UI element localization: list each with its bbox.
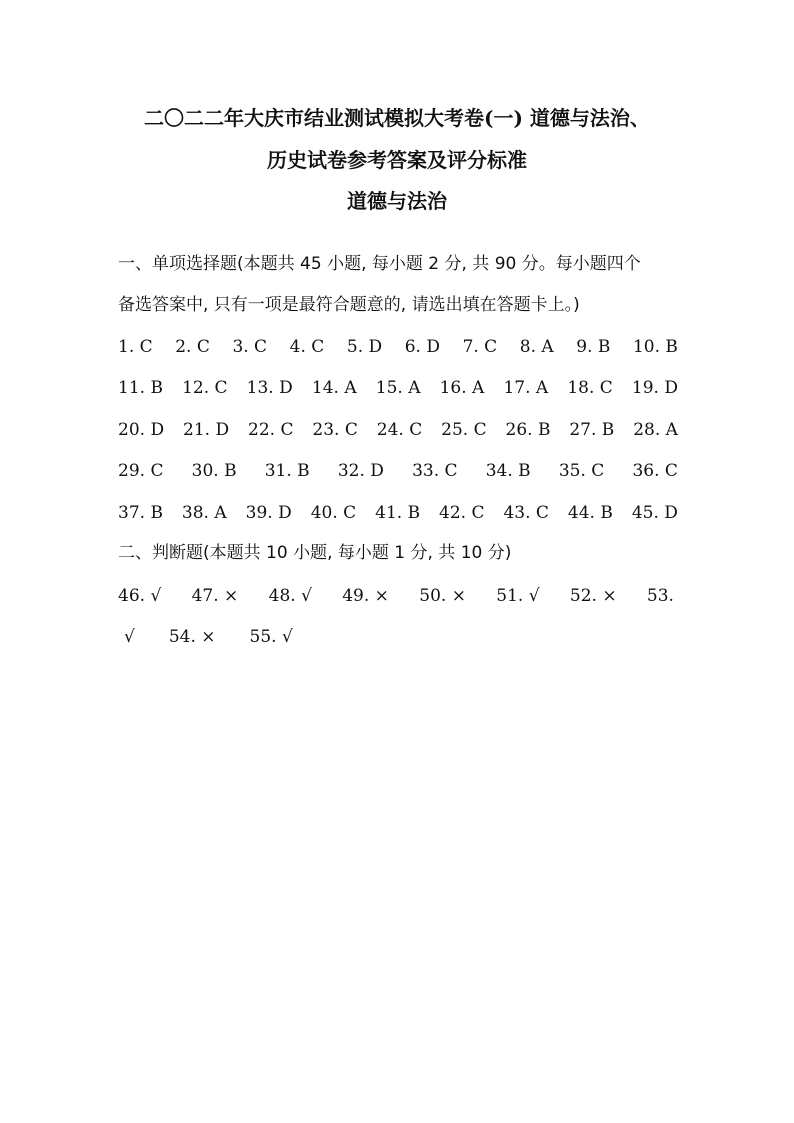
answer-item: 1. C bbox=[118, 337, 153, 357]
judgment-item: 48. √ bbox=[268, 586, 312, 606]
choice-answers-row-5 bbox=[118, 500, 678, 526]
answer-item: 13. D bbox=[246, 378, 293, 398]
answer-item: 16. A bbox=[439, 378, 485, 398]
choice-answers-row-1 bbox=[118, 334, 678, 360]
answer-item: 29. C bbox=[118, 461, 164, 481]
section1-heading-line1: 一、单项选择题(本题共 45 小题, 每小题 2 分, 共 90 分。每小题四个 bbox=[118, 254, 641, 274]
answer-item: 11. B bbox=[118, 378, 163, 398]
answer-item: 45. D bbox=[631, 503, 678, 523]
answer-item: 6. D bbox=[404, 337, 440, 357]
answer-item: 7. C bbox=[462, 337, 498, 357]
answer-item: 22. C bbox=[248, 420, 294, 440]
answer-item: 18. C bbox=[567, 378, 613, 398]
answer-item: 4. C bbox=[289, 337, 325, 357]
answer-item: 28. A bbox=[633, 420, 678, 440]
answer-item: 32. D bbox=[337, 461, 384, 481]
answer-item: 42. C bbox=[439, 503, 485, 523]
document-title-line2: 历史试卷参考答案及评分标准 bbox=[267, 148, 527, 172]
answer-item: 5. D bbox=[346, 337, 383, 357]
judgment-item: 49. × bbox=[342, 586, 389, 606]
answer-item: 10. B bbox=[632, 337, 678, 357]
answer-item: 25. C bbox=[441, 420, 487, 440]
judgment-item: 51. √ bbox=[496, 586, 540, 606]
answer-item: 19. D bbox=[631, 378, 678, 398]
answer-item: 40. C bbox=[310, 503, 357, 523]
answer-item: 37. B bbox=[118, 503, 163, 523]
answer-item: 43. C bbox=[503, 503, 549, 523]
judgment-item: 55. √ bbox=[249, 627, 293, 647]
answer-item: 34. B bbox=[485, 461, 531, 481]
answer-item: 35. C bbox=[558, 461, 605, 481]
answer-item: 38. A bbox=[181, 503, 227, 523]
answer-item: 44. B bbox=[567, 503, 613, 523]
answer-item: 23. C bbox=[312, 420, 358, 440]
answer-item: 41. B bbox=[375, 503, 421, 523]
answer-item: 15. A bbox=[375, 378, 421, 398]
answer-item: 8. A bbox=[519, 337, 554, 357]
answer-item: 30. B bbox=[191, 461, 237, 481]
answer-item: 26. B bbox=[505, 420, 551, 440]
answer-item: 2. C bbox=[175, 337, 210, 357]
document-title-line1: 二〇二二年大庆市结业测试模拟大考卷(一) 道德与法治、 bbox=[144, 106, 650, 130]
answer-item: 3. C bbox=[232, 337, 268, 357]
answer-item: 14. A bbox=[311, 378, 357, 398]
judgment-item: 50. × bbox=[419, 586, 466, 606]
choice-answers-row-2 bbox=[118, 375, 678, 401]
judgment-item: 46. √ bbox=[118, 586, 162, 606]
judgment-item: 53. bbox=[646, 586, 674, 606]
answer-item: 12. C bbox=[182, 378, 228, 398]
judgment-item: √ bbox=[124, 627, 135, 647]
answer-item: 27. B bbox=[569, 420, 615, 440]
judgment-answers-row-1 bbox=[118, 583, 674, 609]
answer-item: 21. D bbox=[183, 420, 230, 440]
choice-answers-row-4 bbox=[118, 458, 678, 484]
judgment-item: 52. × bbox=[569, 586, 617, 606]
answer-item: 39. D bbox=[245, 503, 292, 523]
judgment-item: 54. × bbox=[168, 627, 216, 647]
answer-item: 17. A bbox=[503, 378, 549, 398]
answer-item: 36. C bbox=[632, 461, 678, 481]
judgment-answers-row-2 bbox=[124, 624, 293, 650]
answer-item: 9. B bbox=[576, 337, 611, 357]
answer-item: 24. C bbox=[376, 420, 423, 440]
answer-item: 20. D bbox=[118, 420, 165, 440]
choice-answers-row-3 bbox=[118, 417, 678, 443]
section1-heading-line2: 备选答案中, 只有一项是最符合题意的, 请选出填在答题卡上。) bbox=[118, 295, 580, 315]
judgment-item: 47. × bbox=[191, 586, 239, 606]
answer-item: 31. B bbox=[264, 461, 310, 481]
section2-heading: 二、判断题(本题共 10 小题, 每小题 1 分, 共 10 分) bbox=[118, 543, 512, 563]
answer-item: 33. C bbox=[412, 461, 458, 481]
subject-heading: 道德与法治 bbox=[347, 189, 447, 213]
